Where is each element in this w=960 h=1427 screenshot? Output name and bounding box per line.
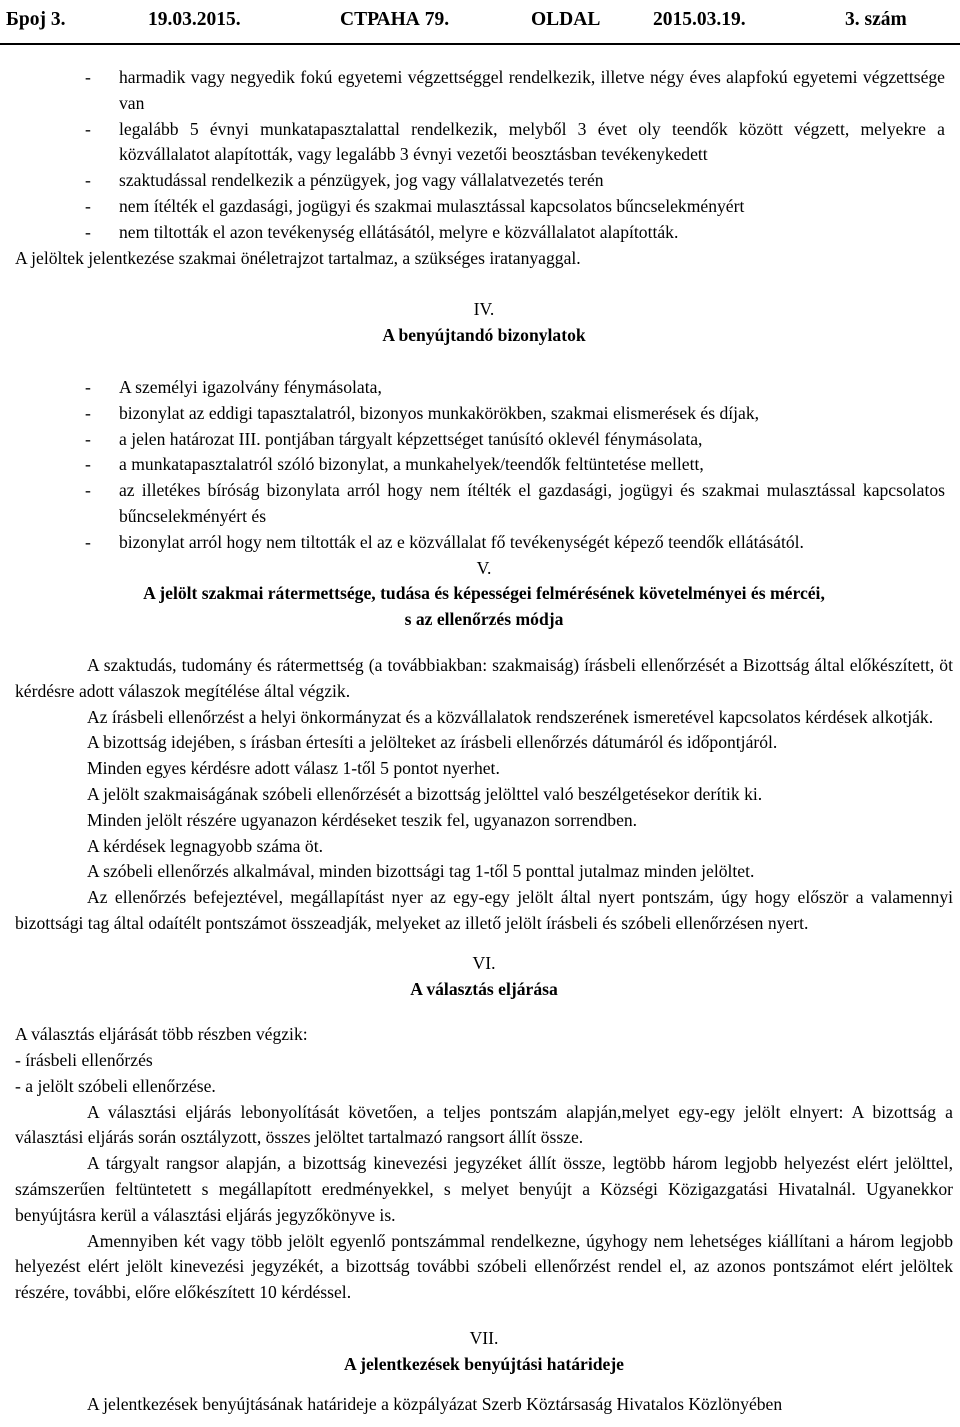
section-title: A választás eljárása xyxy=(410,978,558,999)
paragraph: A kérdések legnagyobb száma öt. xyxy=(87,835,323,856)
list-item: - a jelölt szóbeli ellenőrzése. xyxy=(15,1075,216,1096)
paragraph: Az ellenőrzés befejeztével, megállapítást nyer az egy-egy jelölt által nyert pontszám, úgy hogy először a valamennyi bizottsági tag által odaítélt pontszámot összeadják, melyeket az illető jelölt írásbeli és szóbeli ellenőrzésen nyert. xyxy=(15,887,953,933)
requirements-list xyxy=(15,65,953,246)
paragraph: A választási eljárás lebonyolítását követően, a teljes pontszám alapján,melyet egy-egy jelölt elnyert: A bizottság a választási eljárás során osztályzott, összes jelöltet tartalmazó rangsort állít össze. xyxy=(15,1101,953,1148)
issue-number-hungarian: 3. szám xyxy=(845,9,907,30)
paragraph: A bizottság idejében, s írásban értesíti a jelölteket az írásbeli ellenőrzés dátumáról és időpontjáról. xyxy=(87,732,778,753)
list-item: - nem ítélték el gazdasági, jogügyi és szakmai mulasztással kapcsolatos bűncselekményért xyxy=(15,194,953,220)
page-label-hungarian: OLDAL xyxy=(531,9,601,30)
paragraph: A tárgyalt rangsor alapján, a bizottság kinevezési jegyzéket állít össze, legtöbb három legjobb helyezést elért jelölttel, számszerűen feltüntetett s megállapított eredményekkel, s melyet benyújt a Községi Közigazgatási Hivatalnál. Ugyanekkor benyújtásra kerül a választási eljárás jegyzőkönyve is. xyxy=(15,1153,953,1225)
paragraph: A jelölt szakmaiságának szóbeli ellenőrzését a bizottság jelölttel való beszélgetésekor derítik ki. xyxy=(87,783,763,804)
paragraph: Amennyiben két vagy több jelölt egyenlő pontszámmal rendelkezne, úgyhogy nem lehetséges kiállítani a három legjobb helyezést elért jelölt kinevezési jegyzékét, a bizottság további szóbeli ellenőrzést rendel el, az azonos pontszámot elért jelöltek részére, további, előre előkészített 10 kérdéssel. xyxy=(15,1230,953,1303)
paragraph: Az írásbeli ellenőrzést a helyi önkormányzat és a közvállalatok rendszerének ismeretével kapcsolatos kérdések alkotják. xyxy=(87,706,934,727)
section-number: V. xyxy=(476,557,492,578)
list-item: - a jelen határozat III. pontjában tárgyalt képzettséget tanúsító oklevél fénymásolata, xyxy=(15,427,953,453)
date-serbian: 19.03.2015. xyxy=(148,9,241,30)
list-item: - legalább 5 évnyi munkatapasztalattal rendelkezik, melyből 3 évet oly teendők között végzett, melyekre a közvállalatot alapították, vagy legalább 3 évnyi vezetői beosztásban tevékenykedett xyxy=(15,117,953,169)
list-item: - nem tiltották el azon tevékenység ellátásától, melyre e közvállalatot alapították. xyxy=(15,220,953,246)
document-body xyxy=(15,65,953,1417)
list-item: - szaktudással rendelkezik a pénzügyek, jog vagy vállalatvezetés terén xyxy=(15,168,953,194)
paragraph: Minden jelölt részére ugyanazon kérdéseket teszik fel, ugyanazon sorrendben. xyxy=(87,809,638,830)
list-item: - bizonylat arról hogy nem tiltották el az e közvállalat fő tevékenységét képező teendők ellátásától. xyxy=(15,530,953,556)
list-item: - harmadik vagy negyedik fokú egyetemi végzettséggel rendelkezik, illetve négy éves alapfokú egyetemi végzettsége van xyxy=(15,65,953,117)
list-item: - bizonylat az eddigi tapasztalatról, bizonyos munkakörökben, szakmai elismerések és díjak, xyxy=(15,401,953,427)
section-title: A benyújtandó bizonylatok xyxy=(382,325,586,346)
paragraph: A választás eljárását több részben végzik: xyxy=(15,1024,308,1045)
list-item: - A személyi igazolvány fénymásolata, xyxy=(15,375,953,401)
header-rule xyxy=(0,43,960,45)
list-item: - írásbeli ellenőrzés xyxy=(15,1050,153,1071)
list-item: - a munkatapasztalatról szóló bizonylat, a munkahelyek/teendők feltüntetése mellett, xyxy=(15,452,953,478)
section-title-continued: s az ellenőrzés módja xyxy=(404,609,564,630)
issue-number-serbian: Број 3. xyxy=(6,9,66,30)
date-hungarian: 2015.03.19. xyxy=(653,9,746,30)
page-number-serbian: СТРАНА 79. xyxy=(340,9,450,30)
paragraph: A szaktudás, tudomány és rátermettség (a továbbiakban: szakmaiság) írásbeli ellenőrzését a Bizottság által előkészített, öt kérdésre adott válaszok megítélése által végzik. xyxy=(15,654,953,701)
section-title: A jelentkezések benyújtási határideje xyxy=(344,1353,624,1374)
section-title: A jelölt szakmai rátermettsége, tudása és képességei felmérésének követelményei és mércéi, xyxy=(143,583,825,604)
paragraph: A szóbeli ellenőrzés alkalmával, minden bizottsági tag 1-től 5 ponttal jutalmaz minden jelöltet. xyxy=(87,861,755,882)
paragraph: A jelentkezések benyújtásának határideje a közpályázat Szerb Köztársaság Hivatalos Közlönyében xyxy=(87,1393,783,1414)
list-item: - az illetékes bíróság bizonylata arról hogy nem ítélték el gazdasági, jogügyi és szakmai mulasztással kapcsolatos bűncselekményért és xyxy=(15,478,953,530)
application-paragraph: A jelöltek jelentkezése szakmai önéletrajzot tartalmaz, a szükséges iratanyaggal. xyxy=(15,247,581,268)
documents-list xyxy=(15,375,953,556)
section-number: IV. xyxy=(473,299,495,320)
section-number: VII. xyxy=(469,1328,499,1349)
section-number: VI. xyxy=(472,952,496,973)
page-header xyxy=(0,0,960,40)
paragraph: Minden egyes kérdésre adott válasz 1-től 5 pontot nyerhet. xyxy=(87,758,500,779)
